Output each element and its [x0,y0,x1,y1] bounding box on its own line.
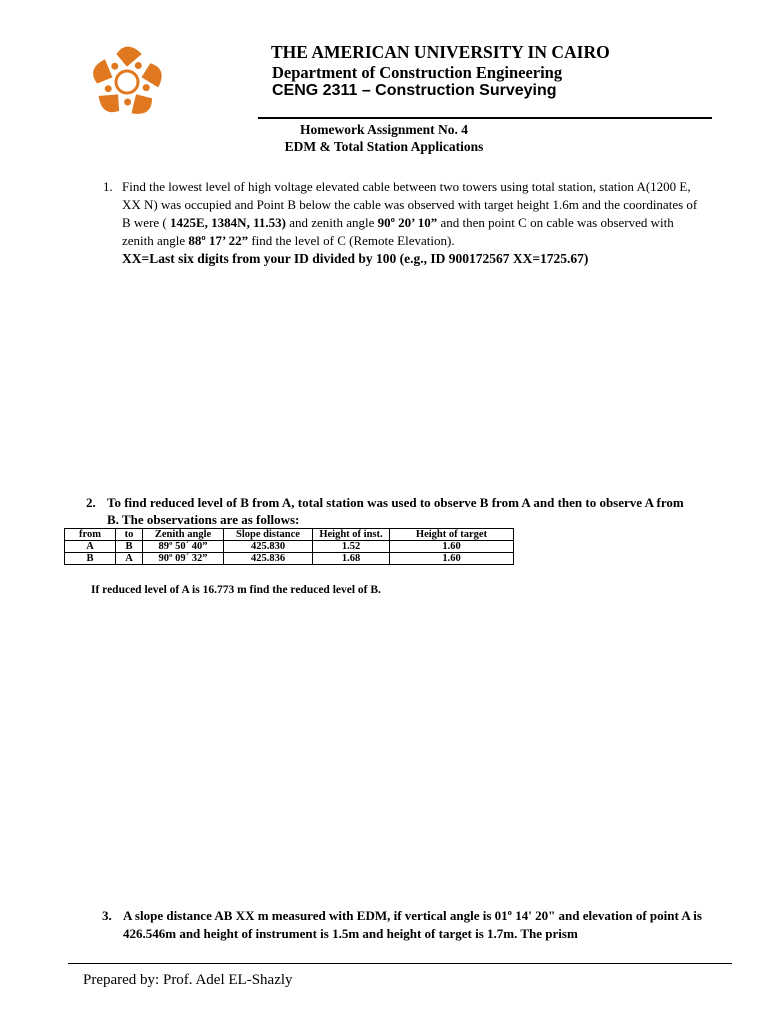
table-cell: B [65,553,116,565]
column-header: to [116,529,143,541]
table-row [65,553,514,565]
question-text: and zenith angle [285,215,378,230]
logo-petal [142,64,161,87]
question-1 [103,178,703,268]
question-number: 1. [103,179,113,194]
logo-petal [94,60,112,83]
question-text: find the level of C (Remote Elevation). [248,233,455,248]
column-header: Zenith angle [143,529,224,541]
question-2 [86,494,696,528]
assignment-subtitle: EDM & Total Station Applications [284,139,484,154]
table-cell: 1.68 [313,553,390,565]
logo-petal [132,95,151,113]
assignment-title: Homework Assignment No. 4 [300,122,468,137]
department-name: Department of Construction Engineering [272,63,563,82]
logo-dot [112,63,118,69]
header-divider [258,117,712,119]
university-name: THE AMERICAN UNIVERSITY IN CAIRO [271,42,610,62]
question-text: and then point C on cable was observed with zenith angle [122,215,674,248]
logo-dot [105,86,111,92]
logo-emblem-icon [78,40,176,122]
question-number: 3. [102,908,112,923]
table-cell: 1.60 [390,553,514,565]
column-header: Height of target [390,529,514,541]
table-cell: A [65,541,116,553]
table-cell: A [116,553,143,565]
course-title: CENG 2311 – Construction Surveying [272,82,557,99]
table-cell: 90º 09´ 32” [143,553,224,565]
logo-dot [143,85,149,91]
logo-dot [135,63,141,69]
question-3 [102,907,702,943]
table-row [65,541,514,553]
table-cell: B [116,541,143,553]
logo-dot [125,99,131,105]
prepared-by: Prepared by: Prof. Adel EL-Shazly [83,972,293,988]
table-cell: 425.836 [224,553,313,565]
logo-ring [116,71,138,93]
question-body [122,178,703,268]
logo-petal [99,95,118,112]
question-number: 2. [86,495,96,510]
university-logo [78,40,176,122]
table-header-row [65,529,514,541]
table-cell: 1.60 [390,541,514,553]
question-text: Find the lowest level of high voltage elevated cable between two towers using total station, station A(1200 E, XX N) was occupied and Point B below the cable was observed with target height 1.6m and the coordinates of B were ( [122,179,698,230]
point-b-coordinates: 1425E, 1384N, 11.53) [170,215,286,230]
zenith-angle-c: 88º 17’ 22” [188,233,249,248]
table-cell: 425.830 [224,541,313,553]
id-note: XX=Last six digits from your ID divided by 100 (e.g., ID 900172567 XX=1725.67) [122,251,589,266]
question-body: A slope distance AB XX m measured with EDM, if vertical angle is 01º 14' 20" and elevation of point A is 426.546m and height of instrument is 1.5m and height of target is 1.7m. The prism [123,908,702,941]
column-header: Slope distance [224,529,313,541]
question-2-instruction: If reduced level of A is 16.773 m find the reduced level of B. [91,584,381,596]
table-cell: 1.52 [313,541,390,553]
column-header: Height of inst. [313,529,390,541]
table-cell: 89º 50´ 40” [143,541,224,553]
column-header: from [65,529,116,541]
observations-table [64,528,514,565]
footer-divider [68,963,732,964]
question-body: To find reduced level of B from A, total station was used to observe B from A and then to observe A from B. The observations are as follows: [107,495,684,527]
zenith-angle-b: 90º 20’ 10” [377,215,438,230]
